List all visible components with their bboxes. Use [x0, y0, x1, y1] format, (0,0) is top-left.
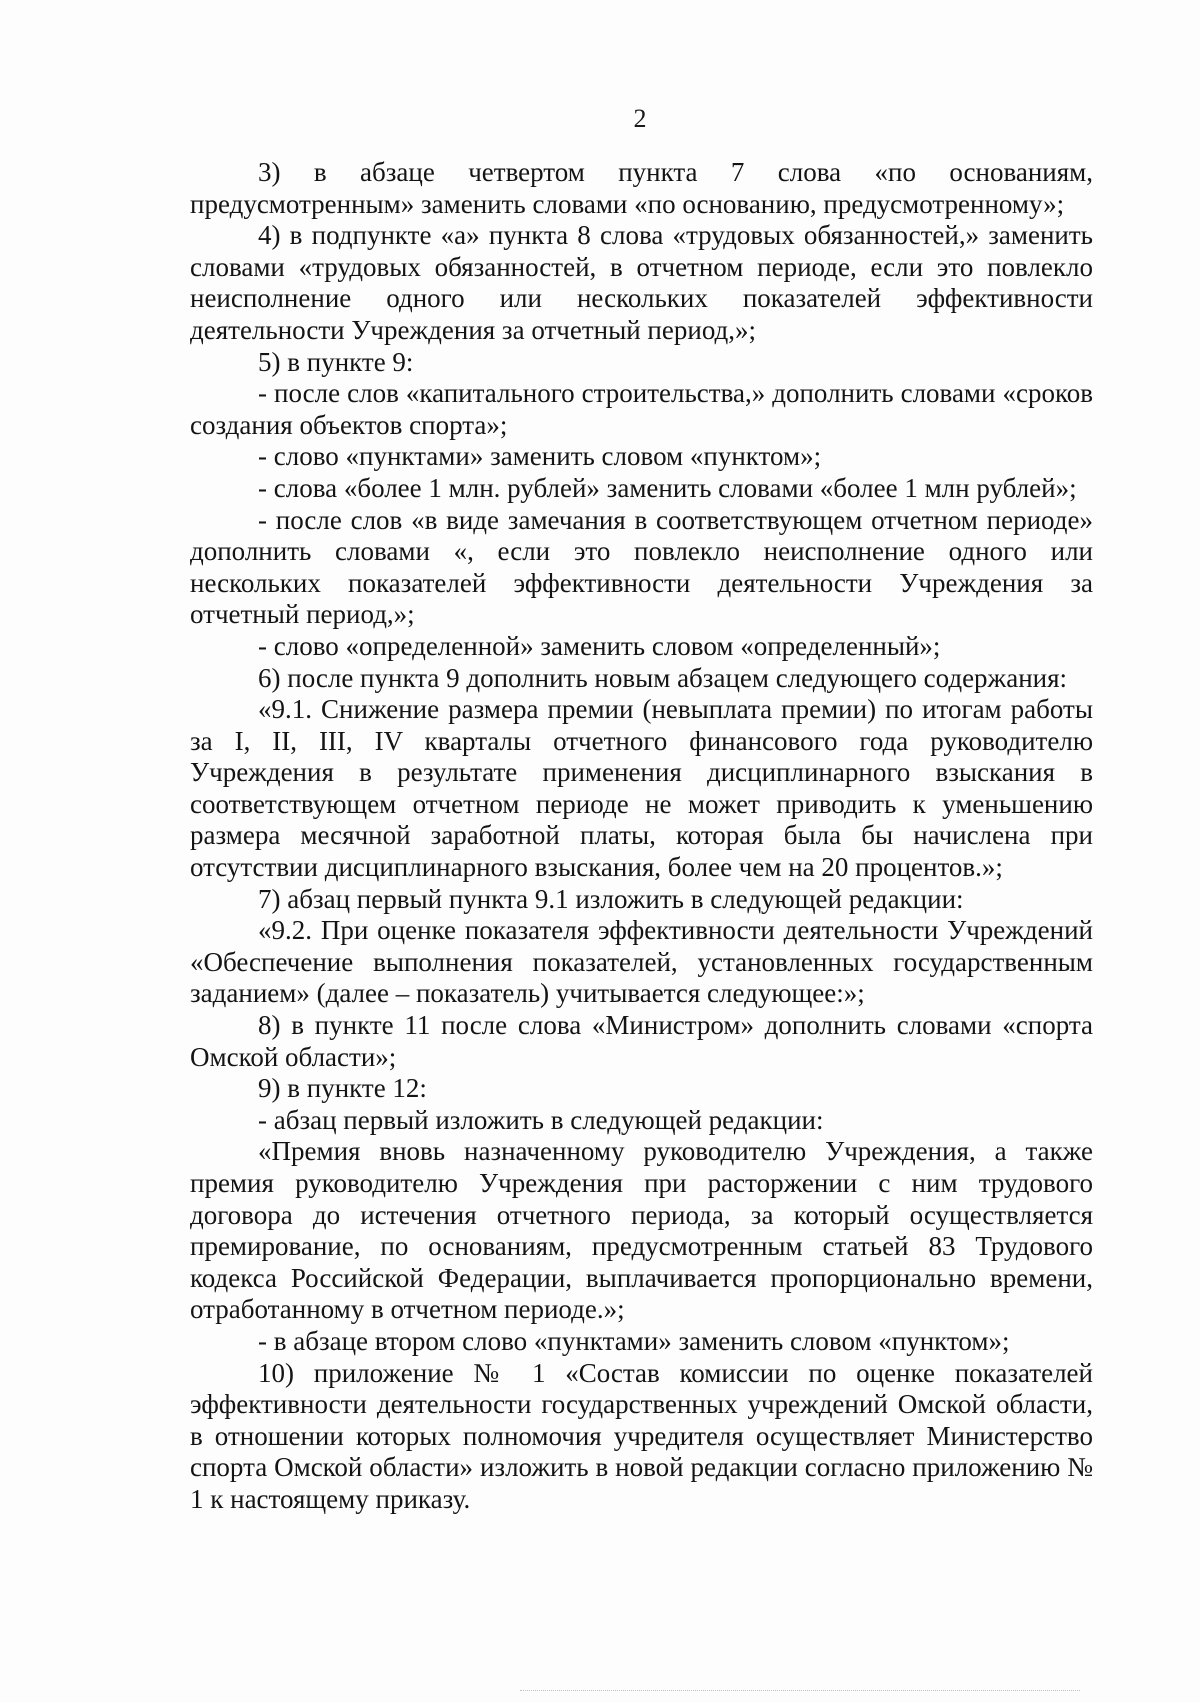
- paragraph-item-10: 10) приложение № 1 «Состав комиссии по оценке показателей эффективности деятельности государственных учреждений Омской области, в отношении которых полномочия учредителя осуществляет Министерство спорта Омской области» изложить в новой редакции согласно приложению № 1 к настоящему приказу.: [190, 1357, 1093, 1514]
- paragraph-sub-capital-construction: - после слов «капитального строительства,» дополнить словами «сроков создания объектов спорта»;: [190, 378, 1093, 440]
- paragraph-sub-defined: - слово «определенной» заменить словом «определенный»;: [258, 630, 941, 661]
- paragraph-quote-bonus: «Премия вновь назначенному руководителю Учреждения, а также премия руководителю Учреждения при расторжении с ним трудового договора до истечения отчетного периода, за который осуществляется премирование, по основаниям, предусмотренным статьей 83 Трудового кодекса Российской Федерации, выплачивается пропорционально времени, отработанному в отчетном периоде.»;: [190, 1136, 1093, 1325]
- document-body: [190, 157, 1093, 1516]
- paragraph-sub-remark: - после слов «в виде замечания в соответствующем отчетном периоде» дополнить словами «, если это повлекло неисполнение одного или нескольких показателей эффективности деятельности Учреждения за отчетный период,»;: [190, 504, 1093, 630]
- scan-edge-divider: [520, 1690, 1080, 1691]
- paragraph-sub-million-rubles: - слова «более 1 млн. рублей» заменить словами «более 1 млн рублей»;: [258, 472, 1077, 503]
- paragraph-quote-9-1: «9.1. Снижение размера премии (невыплата премии) по итогам работы за I, II, III, IV кварталы отчетного финансового года руководителю Учреждения в результате применения дисциплинарного взыскания в соответствующем отчетном периоде не может приводить к уменьшению размера месячной заработной платы, которая была бы начислена при отсутствии дисциплинарного взыскания, более чем на 20 процентов.»;: [190, 694, 1093, 883]
- paragraph-sub-first-abzac: - абзац первый изложить в следующей редакции:: [258, 1104, 824, 1135]
- paragraph-item-4: 4) в подпункте «а» пункта 8 слова «трудовых обязанностей,» заменить словами «трудовых обязанностей, в отчетном периоде, если это повлекло неисполнение одного или нескольких показателей эффективности деятельности Учреждения за отчетный период,»;: [190, 220, 1093, 345]
- paragraph-quote-9-2: «9.2. При оценке показателя эффективности деятельности Учреждений «Обеспечение выполнения показателей, установленных государственным заданием» (далее – показатель) учитывается следующее:»;: [190, 915, 1093, 1009]
- paragraph-item-8: 8) в пункте 11 после слова «Министром» дополнить словами «спорта Омской области»;: [190, 1010, 1093, 1072]
- paragraph-sub-second-abzac: - в абзаце втором слово «пунктами» заменить словом «пунктом»;: [258, 1325, 1010, 1356]
- page-number: 2: [633, 104, 647, 133]
- paragraph-item-9: 9) в пункте 12:: [258, 1073, 427, 1104]
- paragraph-sub-word-points: - слово «пунктами» заменить словом «пунктом»;: [258, 441, 822, 472]
- paragraph-item-3: 3) в абзаце четвертом пункта 7 слова «по основаниям, предусмотренным» заменить словами «по основанию, предусмотренному»;: [190, 157, 1093, 219]
- paragraph-item-7: 7) абзац первый пункта 9.1 изложить в следующей редакции:: [258, 883, 964, 914]
- paragraph-item-5: 5) в пункте 9:: [258, 346, 414, 377]
- paragraph-item-6: 6) после пункта 9 дополнить новым абзацем следующего содержания:: [258, 662, 1068, 693]
